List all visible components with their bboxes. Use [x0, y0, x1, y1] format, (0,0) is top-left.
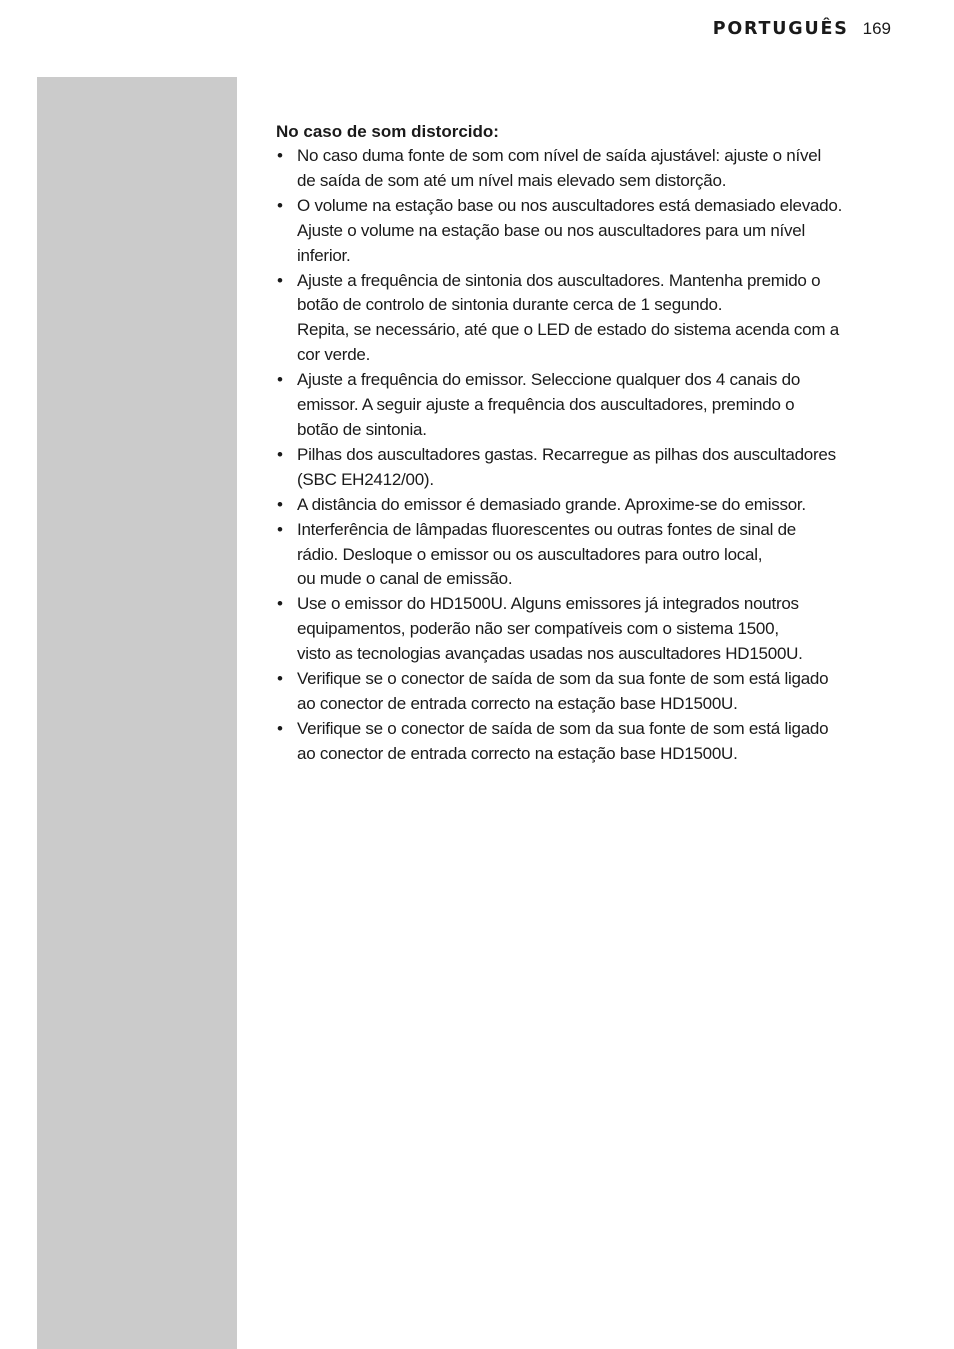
- page-header: [713, 19, 891, 39]
- language-label: PORTUGUÊS: [712, 19, 849, 39]
- list-item: [276, 144, 894, 194]
- list-item: [276, 717, 894, 767]
- list-item: [276, 493, 894, 518]
- section-title: No caso de som distorcido:: [276, 122, 499, 141]
- bullet-icon: •: [277, 718, 283, 738]
- list-item: [276, 518, 894, 593]
- list-item: [276, 368, 894, 443]
- list-item: [276, 443, 894, 493]
- bullet-icon: •: [277, 494, 283, 514]
- list-item-text: Ajuste a frequência de sintonia dos auscultadores. Mantenha premido o botão de controlo de sintonia durante cerca de 1 segundo. Repita, se necessário, até que o LED de estado do sistema acenda com a cor verde.: [297, 270, 839, 365]
- bullet-icon: •: [277, 519, 283, 539]
- troubleshooting-list: [276, 144, 894, 767]
- list-item-text: A distância do emissor é demasiado grande. Aproxime-se do emissor.: [297, 494, 806, 514]
- list-item-text: Verifique se o conector de saída de som da sua fonte de som está ligado ao conector de entrada correcto na estação base HD1500U.: [297, 718, 829, 763]
- bullet-icon: •: [277, 195, 283, 215]
- list-item: [276, 194, 894, 269]
- list-item-text: No caso duma fonte de som com nível de saída ajustável: ajuste o nível de saída de som até um nível mais elevado sem distorção.: [297, 146, 821, 190]
- list-item-text: O volume na estação base ou nos auscultadores está demasiado elevado. Ajuste o volume na estação base ou nos auscultadores para um nível inferior.: [297, 195, 843, 265]
- list-item-text: Ajuste a frequência do emissor. Seleccione qualquer dos 4 canais do emissor. A seguir ajuste a frequência dos auscultadores, premindo o botão de sintonia.: [297, 370, 801, 439]
- list-item-text: Use o emissor do HD1500U. Alguns emissores já integrados noutros equipamentos, poderão não ser compatíveis com o sistema 1500, visto as tecnologias avançadas usadas nos auscultadores HD1500U.: [297, 594, 803, 664]
- list-item-text: Interferência de lâmpadas fluorescentes ou outras fontes de sinal de rádio. Desloque o emissor ou os auscultadores para outro local, ou mude o canal de emissão.: [297, 519, 796, 589]
- list-item: [276, 667, 894, 717]
- list-item-text: Verifique se o conector de saída de som da sua fonte de som está ligado ao conector de entrada correcto na estação base HD1500U.: [297, 669, 829, 713]
- bullet-icon: •: [277, 669, 283, 689]
- list-item-text: Pilhas dos auscultadores gastas. Recarregue as pilhas dos auscultadores (SBC EH2412/00).: [297, 444, 836, 489]
- page-number: 169: [862, 19, 891, 38]
- bullet-icon: •: [277, 270, 283, 290]
- bullet-icon: •: [277, 594, 283, 614]
- bullet-icon: •: [277, 444, 283, 464]
- list-item: [276, 592, 894, 667]
- bullet-icon: •: [277, 370, 283, 390]
- list-item: [276, 269, 894, 369]
- grey-sidebar: [37, 77, 237, 1349]
- bullet-icon: •: [277, 146, 283, 165]
- main-content: [276, 119, 894, 767]
